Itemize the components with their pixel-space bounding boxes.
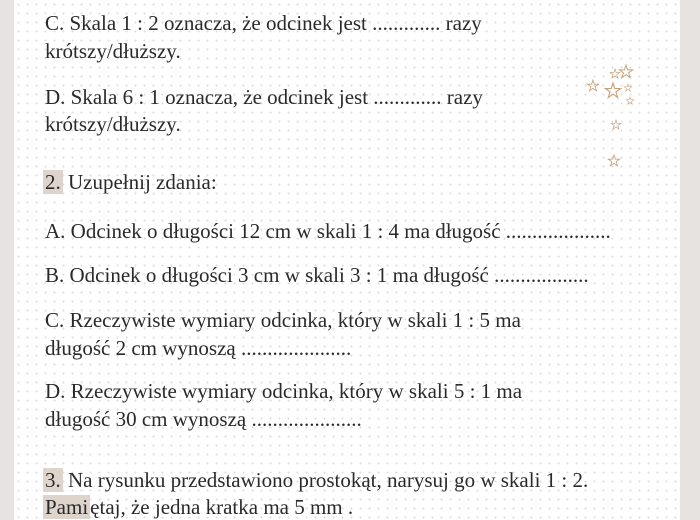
task2-item-c-line2: długość 2 cm wynoszą .....................: [45, 336, 352, 360]
star-icon: [626, 97, 634, 104]
task1-item-d-line2: krótszy/dłuższy.: [45, 112, 181, 136]
star-icon: [619, 65, 632, 78]
stars-decoration: [569, 60, 649, 180]
star-icon: [608, 155, 619, 166]
star-icon: [605, 83, 620, 97]
star-icon: [587, 80, 598, 91]
task2-item-c-line1: C. Rzeczywiste wymiary odcinka, który w skali 1 : 5 ma: [45, 308, 521, 332]
star-icon: [624, 84, 632, 91]
task1-item-c-line1: C. Skala 1 : 2 oznacza, że odcinek jest ............. razy: [45, 11, 482, 35]
task3-line1: [45, 467, 588, 493]
task3-highlight: Pami: [45, 495, 89, 519]
worksheet-page: [14, 0, 680, 520]
task1-item-c-line2: krótszy/dłuższy.: [45, 39, 181, 63]
task2-number: 2.: [45, 170, 61, 194]
task1-item-d-line1: D. Skala 6 : 1 oznacza, że odcinek jest ............. razy: [45, 85, 483, 109]
task3-text-rest: ętaj, że jedna kratka ma 5 mm .: [90, 495, 354, 519]
star-icon: [611, 120, 621, 129]
task2-title: Uzupełnij zdania:: [62, 170, 217, 194]
task2-item-d-line1: D. Rzeczywiste wymiary odcinka, który w skali 5 : 1 ma: [45, 379, 523, 403]
task2-item-a: A. Odcinek o długości 12 cm w skali 1 : 4 ma długość ....................: [45, 219, 611, 243]
task2-heading: [45, 169, 217, 195]
task3-text: Na rysunku przedstawiono prostokąt, narysuj go w skali 1 : 2.: [62, 468, 589, 492]
task3-line2: [45, 494, 353, 520]
task2-item-d-line2: długość 30 cm wynoszą .....................: [45, 407, 362, 431]
task2-item-b: B. Odcinek o długości 3 cm w skali 3 : 1 ma długość ..................: [45, 263, 589, 287]
task3-number: 3.: [45, 468, 61, 492]
star-icon: [610, 69, 620, 78]
